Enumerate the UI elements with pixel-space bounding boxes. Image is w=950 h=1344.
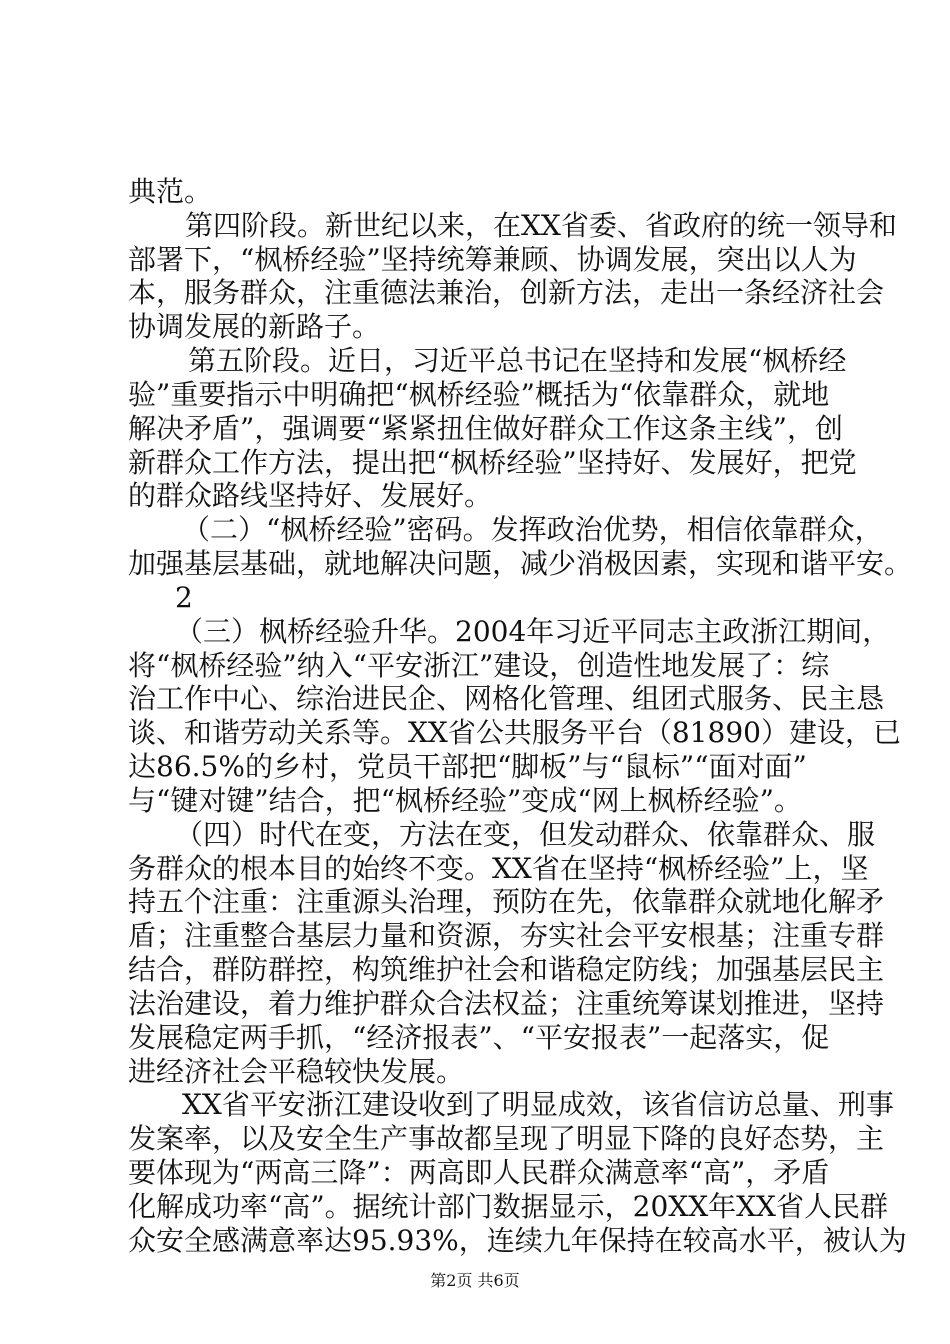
text-line: 发案率，以及安全生产事故都呈现了明显下降的良好态势，主 xyxy=(128,1122,885,1155)
text-line: 第四阶段。新世纪以来，在XX省委、省政府的统一领导和 xyxy=(185,209,897,242)
text-line: 化解成功率“高”。据统计部门数据显示，20XX年XX省人民群 xyxy=(128,1190,888,1223)
text-line: （三）枫桥经验升华。2004年习近平同志主政浙江期间， xyxy=(175,615,891,648)
text-line: 盾；注重整合基层力量和资源，夯实社会平安根基；注重专群 xyxy=(128,919,885,952)
text-line: 将“枫桥经验”纳入“平安浙江”建设，创造性地发展了：综 xyxy=(128,649,830,682)
text-line: 与“键对键”结合，把“枫桥经验”变成“网上枫桥经验”。 xyxy=(128,784,802,817)
text-line: 要体现为“两高三降”：两高即人民群众满意率“高”，矛盾 xyxy=(128,1156,830,1189)
text-line: 的群众路线坚持好、发展好。 xyxy=(128,479,493,512)
text-line: 部署下，“枫桥经验”坚持统筹兼顾、协调发展，突出以人为 xyxy=(128,243,857,276)
section-number: 2 xyxy=(175,581,193,614)
text-line: 结合，群防群控，构筑维护社会和谐稳定防线；加强基层民主 xyxy=(128,953,885,986)
text-line: 法治建设，着力维护群众合法权益；注重统筹谋划推进，坚持 xyxy=(128,987,885,1020)
text-line: 第五阶段。近日，习近平总书记在坚持和发展“枫桥经 xyxy=(188,344,847,377)
text-line: 新群众工作方法，提出把“枫桥经验”坚持好、发展好，把党 xyxy=(128,446,857,479)
text-line: 治工作中心、综治进民企、网格化管理、组团式服务、民主恳 xyxy=(128,682,885,715)
text-line: 众安全感满意率达95.93%，连续九年保持在较高水平，被认为 xyxy=(128,1224,907,1257)
text-line: （二）“枫桥经验”密码。发挥政治优势，相信依靠群众， xyxy=(182,513,883,546)
text-line: 加强基层基础，就地解决问题，减少消极因素，实现和谐平安。 xyxy=(128,547,913,580)
text-line: 务群众的根本目的始终不变。XX省在坚持“枫桥经验”上，坚 xyxy=(128,852,869,885)
text-line: 持五个注重：注重源头治理，预防在先，依靠群众就地化解矛 xyxy=(128,885,885,918)
page-number: 第2页 共6页 xyxy=(430,1271,520,1290)
text-line: 谈、和谐劳动关系等。XX省公共服务平台（81890）建设，已 xyxy=(128,716,901,749)
text-line: 解决矛盾”，强调要“紧紧扭住做好群众工作这条主线”，创 xyxy=(128,412,843,445)
text-line: 协调发展的新路子。 xyxy=(128,310,381,343)
text-line: 验”重要指示中明确把“枫桥经验”概括为“依靠群众，就地 xyxy=(128,378,830,411)
text-line: 本，服务群众，注重德法兼治，创新方法，走出一条经济社会 xyxy=(128,276,885,309)
text-line: 进经济社会平稳较快发展。 xyxy=(128,1055,465,1088)
text-line: XX省平安浙江建设收到了明显成效，该省信访总量、刑事 xyxy=(182,1088,894,1121)
text-line: 达86.5%的乡村，党员干部把“脚板”与“鼠标”“面对面” xyxy=(128,750,807,783)
text-line: 发展稳定两手抓，“经济报表”、“平安报表”一起落实，促 xyxy=(128,1021,830,1054)
text-line: （四）时代在变，方法在变，但发动群众、依靠群众、服 xyxy=(175,818,876,851)
text-line: 典范。 xyxy=(128,175,213,208)
